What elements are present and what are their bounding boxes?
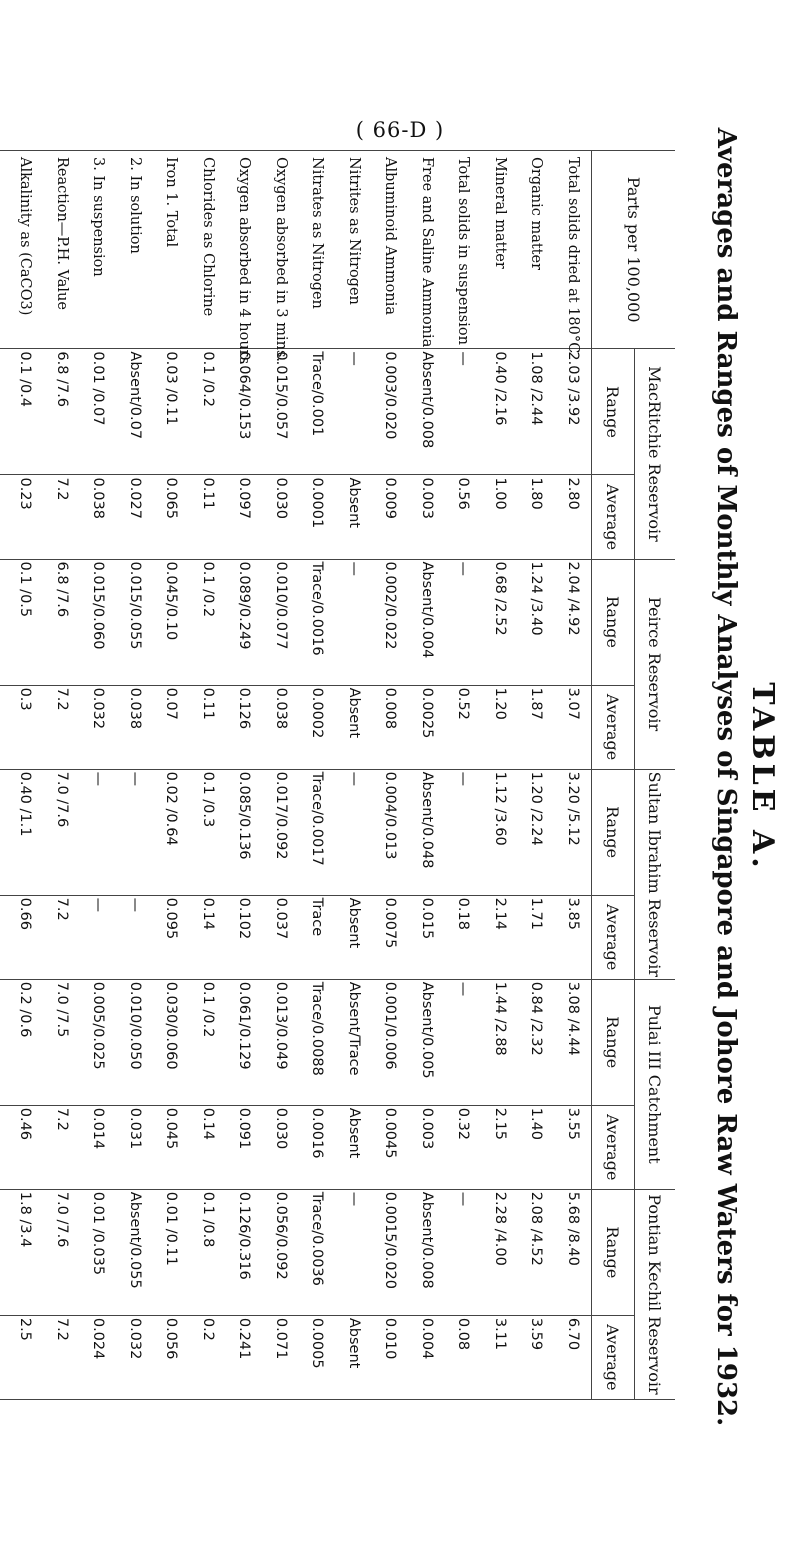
range-cell: 0.004/0.013: [372, 769, 409, 895]
average-cell: 0.11: [190, 685, 227, 769]
average-cell: 0.66: [7, 895, 44, 979]
range-cell: 0.030/0.060: [153, 979, 190, 1105]
average-cell: 0.056: [153, 1315, 190, 1399]
row-label: Organic matter: [518, 151, 555, 349]
table-row: [555, 151, 592, 1400]
table-row: [299, 151, 336, 1400]
table-row: [482, 151, 519, 1400]
range-cell: 1.20 /2.24: [518, 769, 555, 895]
table-row: [372, 151, 409, 1400]
average-cell: 7.2: [44, 685, 81, 769]
average-cell: [0, 685, 7, 769]
average-cell: 0.0025: [409, 685, 446, 769]
average-cell: 1.00: [482, 475, 519, 559]
range-cell: 0.1 /0.2: [190, 349, 227, 475]
reservoir-header: Pontian Kechil Reservoir: [635, 1189, 676, 1399]
table-row: [80, 151, 117, 1400]
range-cell: 3.20 /5.12: [555, 769, 592, 895]
range-cell: 0.1 /0.3: [190, 769, 227, 895]
average-cell: Absent: [336, 895, 373, 979]
average-cell: 0.091: [226, 1105, 263, 1189]
table-label: TABLE A.: [745, 682, 780, 872]
range-cell: Absent/0.008: [409, 349, 446, 475]
table-row: [0, 151, 7, 1400]
range-cell: 6.8 /7.6: [44, 559, 81, 685]
range-header: Range: [592, 559, 635, 685]
average-cell: Absent: [336, 475, 373, 559]
average-cell: 0.23: [7, 475, 44, 559]
range-cell: [0, 559, 7, 685]
range-cell: 0.40 /2.16: [482, 349, 519, 475]
average-cell: Absent: [336, 1315, 373, 1399]
average-cell: 0.18: [445, 895, 482, 979]
average-cell: 0.0045: [372, 1105, 409, 1189]
average-cell: 2.15: [482, 1105, 519, 1189]
range-cell: 0.68 /2.52: [482, 559, 519, 685]
average-cell: 0.11: [190, 475, 227, 559]
average-cell: 3.59: [518, 1315, 555, 1399]
range-cell: 0.2 /0.6: [7, 979, 44, 1105]
table-row: [190, 151, 227, 1400]
range-cell: Trace/0.0017: [299, 769, 336, 895]
average-cell: 0.14: [190, 895, 227, 979]
range-cell: 0.01 /0.035: [80, 1189, 117, 1315]
range-cell: Absent/0.07: [117, 349, 154, 475]
average-cell: 7.2: [44, 1105, 81, 1189]
average-header: Average: [592, 895, 635, 979]
range-cell: 0.015/0.060: [80, 559, 117, 685]
row-label: Albuminoid Ammonia: [372, 151, 409, 349]
table-row: [117, 151, 154, 1400]
range-cell: 6.8 /7.6: [44, 349, 81, 475]
average-cell: 0.071: [263, 1315, 300, 1399]
average-cell: 0.038: [263, 685, 300, 769]
range-cell: 0.40 /1.1: [7, 769, 44, 895]
average-cell: 0.032: [117, 1315, 154, 1399]
range-cell: 0.84 /2.32: [518, 979, 555, 1105]
range-cell: —: [117, 769, 154, 895]
range-cell: —: [445, 769, 482, 895]
average-cell: 0.56: [445, 475, 482, 559]
row-label: [0, 151, 7, 349]
range-cell: 0.126/0.316: [226, 1189, 263, 1315]
range-cell: Absent/0.005: [409, 979, 446, 1105]
row-label: Free and Saline Ammonia: [409, 151, 446, 349]
average-cell: 0.037: [263, 895, 300, 979]
range-cell: [0, 1189, 7, 1315]
range-cell: 2.08 /4.52: [518, 1189, 555, 1315]
range-cell: —: [445, 979, 482, 1105]
reservoir-header: Sultan Ibrahim Reservoir: [635, 769, 676, 979]
range-cell: 0.02 /0.64: [153, 769, 190, 895]
range-cell: 3.08 /4.44: [555, 979, 592, 1105]
row-label: Total solids dried at 180°C: [555, 151, 592, 349]
range-cell: 7.0 /7.6: [44, 1189, 81, 1315]
average-cell: Trace: [299, 895, 336, 979]
average-cell: 0.038: [80, 475, 117, 559]
average-cell: 0.097: [226, 475, 263, 559]
table-body: [0, 151, 592, 1400]
table-row: [409, 151, 446, 1400]
average-cell: 0.07: [153, 685, 190, 769]
range-cell: 7.0 /7.5: [44, 979, 81, 1105]
range-cell: 0.1 /0.2: [190, 559, 227, 685]
row-label: Oxygen absorbed in 4 hours: [226, 151, 263, 349]
range-cell: [0, 349, 7, 475]
average-cell: 7.2: [44, 1315, 81, 1399]
average-cell: 0.038: [117, 685, 154, 769]
average-cell: 0.3: [7, 685, 44, 769]
range-cell: 0.03 /0.11: [153, 349, 190, 475]
range-cell: 1.08 /2.44: [518, 349, 555, 475]
range-header: Range: [592, 979, 635, 1105]
range-cell: —: [445, 559, 482, 685]
range-cell: 0.003/0.020: [372, 349, 409, 475]
range-cell: [0, 769, 7, 895]
range-cell: 0.010/0.050: [117, 979, 154, 1105]
average-cell: 0.08: [445, 1315, 482, 1399]
range-cell: 0.045/0.10: [153, 559, 190, 685]
range-cell: 5.68 /8.40: [555, 1189, 592, 1315]
range-cell: 1.12 /3.60: [482, 769, 519, 895]
range-cell: 2.03 /3.92: [555, 349, 592, 475]
range-cell: —: [336, 1189, 373, 1315]
average-cell: 0.024: [80, 1315, 117, 1399]
table-row: [263, 151, 300, 1400]
average-cell: 0.126: [226, 685, 263, 769]
range-cell: Absent/0.004: [409, 559, 446, 685]
average-cell: Absent: [336, 1105, 373, 1189]
average-cell: [0, 1315, 7, 1399]
range-cell: 0.0015/0.020: [372, 1189, 409, 1315]
analysis-table: [0, 150, 675, 1400]
range-cell: 0.056/0.092: [263, 1189, 300, 1315]
average-cell: [0, 475, 7, 559]
range-cell: [0, 979, 7, 1105]
average-cell: 0.095: [153, 895, 190, 979]
table-row: [153, 151, 190, 1400]
range-cell: —: [336, 349, 373, 475]
range-cell: 0.061/0.129: [226, 979, 263, 1105]
table-heading: [711, 0, 780, 1554]
average-cell: 2.5: [7, 1315, 44, 1399]
table-row: [44, 151, 81, 1400]
average-cell: 2.14: [482, 895, 519, 979]
average-cell: 0.065: [153, 475, 190, 559]
range-cell: Trace/0.0036: [299, 1189, 336, 1315]
range-cell: 7.0 /7.6: [44, 769, 81, 895]
range-cell: 0.1 /0.4: [7, 349, 44, 475]
range-cell: 1.44 /2.88: [482, 979, 519, 1105]
row-label: Alkalinity as (CaCO3): [7, 151, 44, 349]
range-cell: Absent/0.048: [409, 769, 446, 895]
range-cell: 0.001/0.006: [372, 979, 409, 1105]
reservoir-header: Peirce Reservoir: [635, 559, 676, 769]
average-cell: 0.0001: [299, 475, 336, 559]
range-cell: —: [80, 769, 117, 895]
range-cell: 0.01 /0.07: [80, 349, 117, 475]
average-cell: 1.71: [518, 895, 555, 979]
table-title: Averages and Ranges of Monthly Analyses of Singapore and Johore Raw Waters for 1932.: [711, 127, 741, 1427]
range-cell: 0.015/0.055: [117, 559, 154, 685]
average-cell: 0.0016: [299, 1105, 336, 1189]
table-row: [445, 151, 482, 1400]
average-cell: 0.0075: [372, 895, 409, 979]
average-cell: 0.0002: [299, 685, 336, 769]
average-cell: 0.52: [445, 685, 482, 769]
reservoir-header: MacRitchie Reservoir: [635, 349, 676, 559]
average-cell: 0.030: [263, 475, 300, 559]
average-cell: 0.045: [153, 1105, 190, 1189]
page-number: ( 66-D ): [355, 118, 445, 142]
average-cell: 2.80: [555, 475, 592, 559]
average-cell: 3.55: [555, 1105, 592, 1189]
range-cell: 2.04 /4.92: [555, 559, 592, 685]
range-cell: 0.010/0.077: [263, 559, 300, 685]
average-cell: 0.010: [372, 1315, 409, 1399]
average-header: Average: [592, 475, 635, 559]
range-cell: Trace/0.001: [299, 349, 336, 475]
average-cell: 0.14: [190, 1105, 227, 1189]
average-cell: —: [117, 895, 154, 979]
average-cell: 0.102: [226, 895, 263, 979]
average-cell: 1.80: [518, 475, 555, 559]
range-cell: 0.002/0.022: [372, 559, 409, 685]
range-cell: —: [445, 349, 482, 475]
table-row: [226, 151, 263, 1400]
table-row: [518, 151, 555, 1400]
range-cell: —: [445, 1189, 482, 1315]
range-cell: 1.24 /3.40: [518, 559, 555, 685]
range-cell: Absent/Trace: [336, 979, 373, 1105]
range-cell: 0.005/0.025: [80, 979, 117, 1105]
range-cell: 0.085/0.136: [226, 769, 263, 895]
row-label: Iron 1. Total: [153, 151, 190, 349]
average-cell: 0.008: [372, 685, 409, 769]
row-label: Nitrates as Nitrogen: [299, 151, 336, 349]
average-cell: 0.0005: [299, 1315, 336, 1399]
average-cell: 1.87: [518, 685, 555, 769]
range-cell: 0.015/0.057: [263, 349, 300, 475]
range-cell: 0.01 /0.11: [153, 1189, 190, 1315]
row-label: Oxygen absorbed in 3 mins.: [263, 151, 300, 349]
average-cell: 0.027: [117, 475, 154, 559]
range-cell: Absent/0.055: [117, 1189, 154, 1315]
average-cell: 0.46: [7, 1105, 44, 1189]
average-header: Average: [592, 1105, 635, 1189]
range-cell: 0.017/0.092: [263, 769, 300, 895]
range-cell: Absent/0.008: [409, 1189, 446, 1315]
range-cell: Trace/0.0016: [299, 559, 336, 685]
row-label: Mineral matter: [482, 151, 519, 349]
average-cell: 0.032: [80, 685, 117, 769]
average-cell: 6.70: [555, 1315, 592, 1399]
range-header: Range: [592, 1189, 635, 1315]
average-cell: Absent: [336, 685, 373, 769]
row-label: Chlorides as Chlorine: [190, 151, 227, 349]
table-row: [7, 151, 44, 1400]
range-cell: 0.1 /0.5: [7, 559, 44, 685]
average-cell: 0.014: [80, 1105, 117, 1189]
row-label: Total solids in suspension: [445, 151, 482, 349]
average-cell: 0.003: [409, 475, 446, 559]
average-cell: 3.85: [555, 895, 592, 979]
average-cell: 0.015: [409, 895, 446, 979]
range-cell: 0.013/0.049: [263, 979, 300, 1105]
average-cell: 3.07: [555, 685, 592, 769]
average-cell: 1.40: [518, 1105, 555, 1189]
average-cell: 0.009: [372, 475, 409, 559]
reservoir-header: Pulai III Catchment: [635, 979, 676, 1189]
range-cell: 0.064/0.153: [226, 349, 263, 475]
average-cell: [0, 1105, 7, 1189]
range-cell: 2.28 /4.00: [482, 1189, 519, 1315]
range-cell: —: [336, 559, 373, 685]
average-cell: 0.030: [263, 1105, 300, 1189]
row-label: Reaction—P.H. Value: [44, 151, 81, 349]
average-cell: [0, 895, 7, 979]
table-row: [336, 151, 373, 1400]
average-cell: 0.004: [409, 1315, 446, 1399]
average-header: Average: [592, 685, 635, 769]
range-cell: 0.1 /0.8: [190, 1189, 227, 1315]
range-header: Range: [592, 349, 635, 475]
row-label: 3. In suspension: [80, 151, 117, 349]
average-cell: 0.241: [226, 1315, 263, 1399]
average-cell: 7.2: [44, 475, 81, 559]
range-cell: 0.1 /0.2: [190, 979, 227, 1105]
average-cell: 0.32: [445, 1105, 482, 1189]
average-cell: 1.20: [482, 685, 519, 769]
range-cell: 0.089/0.249: [226, 559, 263, 685]
row-label: Nitrites as Nitrogen: [336, 151, 373, 349]
average-cell: —: [80, 895, 117, 979]
average-cell: 0.003: [409, 1105, 446, 1189]
range-cell: Trace/0.0088: [299, 979, 336, 1105]
range-header: Range: [592, 769, 635, 895]
range-cell: 1.8 /3.4: [7, 1189, 44, 1315]
average-header: Average: [592, 1315, 635, 1399]
parts-per-header: Parts per 100,000: [592, 151, 676, 349]
average-cell: 3.11: [482, 1315, 519, 1399]
average-cell: 7.2: [44, 895, 81, 979]
range-cell: —: [336, 769, 373, 895]
row-label: 2. In solution: [117, 151, 154, 349]
average-cell: 0.031: [117, 1105, 154, 1189]
average-cell: 0.2: [190, 1315, 227, 1399]
